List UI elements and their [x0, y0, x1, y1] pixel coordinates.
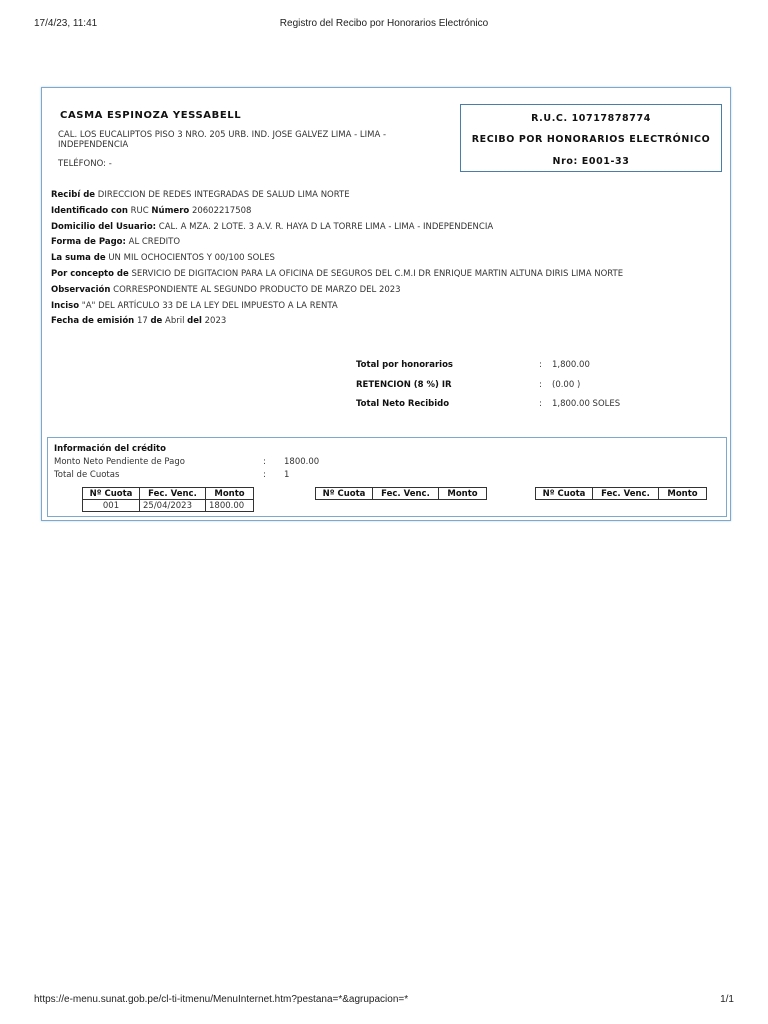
receipt-fields	[51, 188, 721, 330]
field-label: La suma de	[51, 253, 106, 264]
cuota-number: 001	[83, 500, 140, 512]
issuer-address: CAL. LOS EUCALIPTOS PISO 3 NRO. 205 URB. IND. JOSE GALVEZ LIMA - LIMA - INDEPENDENCIA	[58, 130, 387, 150]
field-value: UN MIL OCHOCIENTOS Y 00/100 SOLES	[108, 253, 275, 264]
field-label: Fecha de emisión	[51, 316, 135, 327]
column-header: Fec. Venc.	[140, 488, 206, 500]
total-value: (0.00 )	[552, 379, 581, 390]
page-number: 1/1	[720, 994, 734, 1005]
field-identificado	[51, 204, 721, 220]
receipt	[41, 87, 731, 521]
field-label: Por concepto de	[51, 268, 129, 279]
print-url: https://e-menu.sunat.gob.pe/cl-ti-itmenu/MenuInternet.htm?pestana=*&agrupacion=*	[34, 994, 409, 1005]
print-header	[34, 18, 734, 32]
ruc-box	[460, 104, 722, 172]
field-label: Forma de Pago:	[51, 237, 126, 248]
column-header: Nº Cuota	[536, 488, 593, 500]
cuota-date: 25/04/2023	[140, 500, 206, 512]
field-value: 20602217508	[191, 205, 252, 216]
total-separator: :	[539, 399, 542, 409]
print-datetime: 17/4/23, 11:41	[34, 18, 98, 29]
issuer-phone: TELÉFONO: -	[58, 159, 112, 169]
field-value: "A" DEL ARTÍCULO 33 DE LA LEY DEL IMPUESTO A LA RENTA	[81, 300, 338, 311]
total-neto-row	[356, 399, 656, 419]
field-value: 17	[136, 316, 148, 327]
column-header: Fec. Venc.	[373, 488, 439, 500]
column-header: Nº Cuota	[83, 488, 140, 500]
field-value: AL CREDITO	[128, 237, 181, 248]
credit-value: 1800.00	[284, 457, 320, 467]
column-header: Monto	[439, 488, 487, 500]
field-value: CAL. A MZA. 2 LOTE. 3 A.V. R. HAYA D LA TORRE LIMA - LIMA - INDEPENDENCIA	[158, 221, 494, 232]
retencion-row	[356, 380, 656, 400]
cuotas-table	[82, 487, 254, 512]
print-title: Registro del Recibo por Honorarios Electrónico	[279, 18, 489, 29]
field-label: del	[187, 316, 202, 327]
field-observacion	[51, 283, 721, 299]
field-value: DIRECCION DE REDES INTEGRADAS DE SALUD LIMA NORTE	[97, 190, 350, 200]
column-header: Fec. Venc.	[593, 488, 659, 500]
field-value: SERVICIO DE DIGITACION PARA LA OFICINA DE SEGUROS DEL C.M.I DR ENRIQUE MARTIN ALTUNA DIRIS LIMA NORTE	[131, 268, 624, 279]
print-footer	[34, 994, 734, 1008]
document-type: RECIBO POR HONORARIOS ELECTRÓNICO	[471, 134, 711, 145]
credit-title: Información del crédito	[54, 444, 166, 454]
field-suma	[51, 251, 721, 267]
field-label: de	[150, 316, 163, 327]
credit-value: 1	[284, 470, 290, 480]
field-inciso	[51, 299, 721, 315]
table-row	[83, 500, 254, 512]
total-separator: :	[539, 379, 542, 390]
total-honorarios-row	[356, 360, 656, 380]
total-value: 1,800.00 SOLES	[552, 399, 621, 409]
receipt-number: Nro: E001-33	[552, 156, 630, 167]
field-label: Identificado con	[51, 205, 128, 216]
field-value: Abril	[165, 316, 185, 327]
credit-separator: :	[263, 457, 266, 467]
total-separator: :	[539, 360, 542, 370]
credit-info	[47, 437, 727, 517]
credit-separator: :	[263, 470, 266, 480]
table-header-row	[316, 488, 487, 500]
field-value: RUC	[130, 205, 149, 216]
credit-label: Monto Neto Pendiente de Pago	[54, 457, 185, 467]
field-domicilio	[51, 220, 721, 236]
field-value: 2023	[204, 316, 227, 327]
cuotas-table	[315, 487, 487, 500]
ruc-number: R.U.C. 10717878774	[531, 113, 651, 124]
cuotas-table	[535, 487, 707, 500]
total-value: 1,800.00	[552, 360, 590, 370]
field-concepto	[51, 267, 721, 283]
field-recibi	[51, 188, 721, 204]
column-header: Nº Cuota	[316, 488, 373, 500]
column-header: Monto	[206, 488, 254, 500]
total-label: Total por honorarios	[356, 360, 453, 370]
field-forma-pago	[51, 235, 721, 251]
field-label: Observación	[51, 284, 111, 295]
field-label: Recibí de	[51, 190, 96, 200]
field-value: CORRESPONDIENTE AL SEGUNDO PRODUCTO DE MARZO DEL 2023	[113, 284, 401, 295]
total-label: Total Neto Recibido	[356, 399, 450, 409]
cuota-amount: 1800.00	[206, 500, 254, 512]
table-header-row	[536, 488, 707, 500]
credit-label: Total de Cuotas	[54, 470, 120, 480]
field-label: Domicilio del Usuario:	[51, 221, 157, 232]
column-header: Monto	[659, 488, 707, 500]
totals	[356, 360, 656, 419]
issuer-name: CASMA ESPINOZA YESSABELL	[60, 110, 242, 121]
table-header-row	[83, 488, 254, 500]
field-fecha-emision	[51, 314, 721, 330]
field-label: Número	[151, 205, 190, 216]
total-label: RETENCION (8 %) IR	[356, 379, 452, 390]
field-label: Inciso	[51, 300, 80, 311]
